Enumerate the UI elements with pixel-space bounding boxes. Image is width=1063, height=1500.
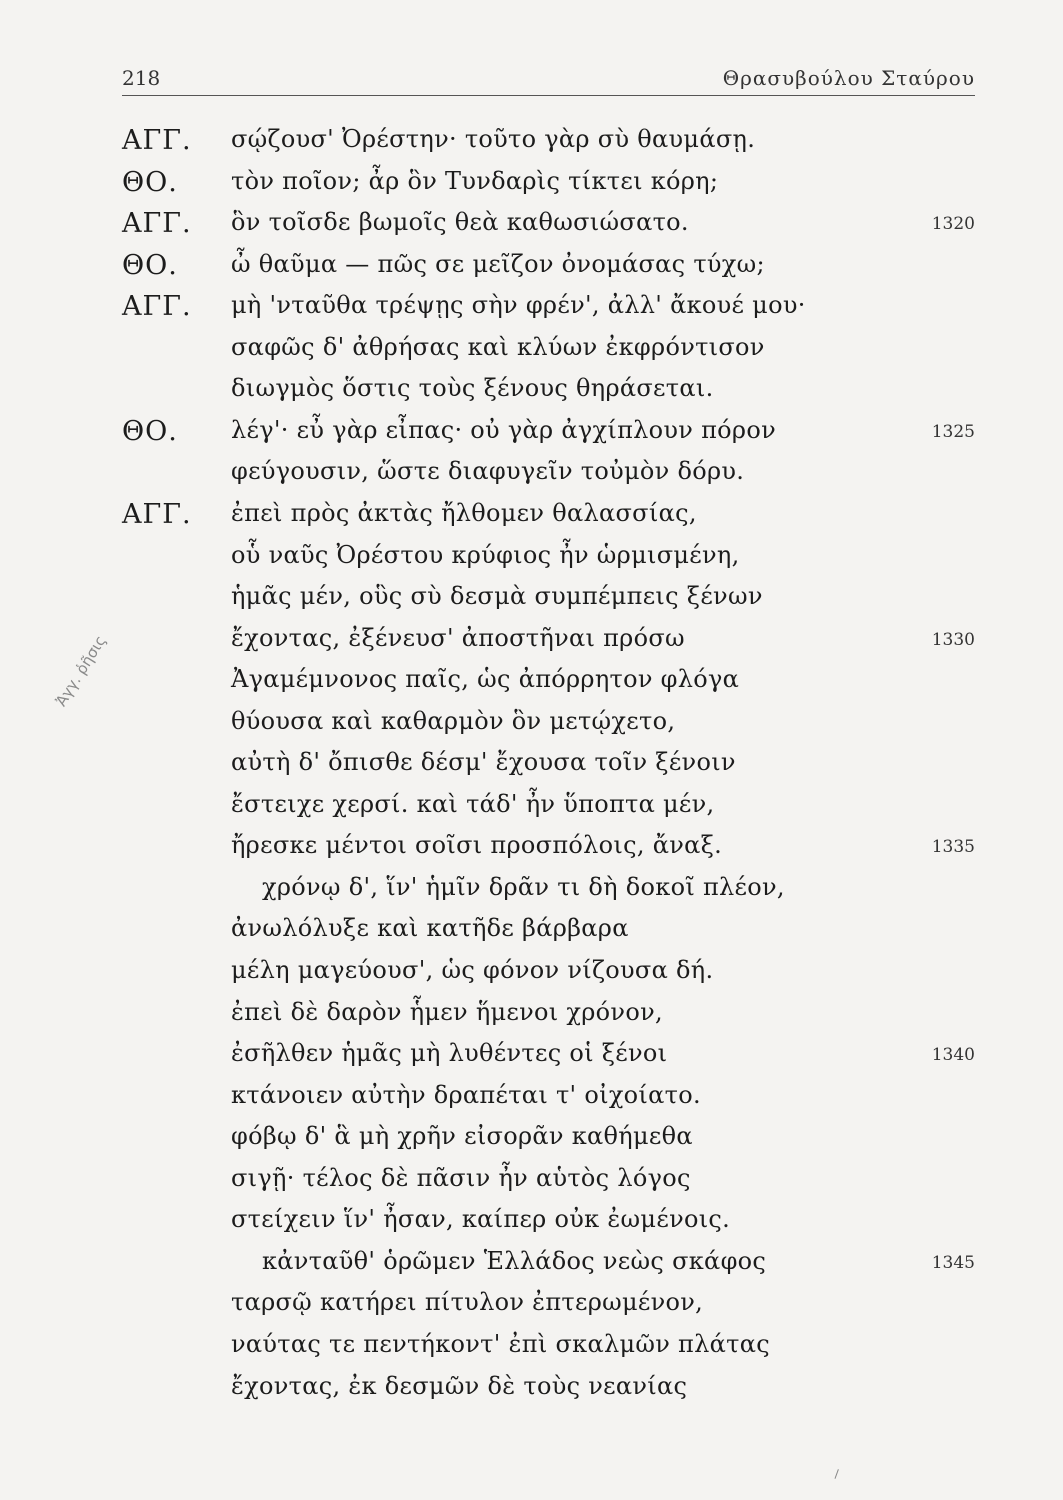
- header-rule: [122, 95, 975, 96]
- verse-text: ναύτας τε πεντήκοντ' ἐπὶ σκαλμῶν πλάτας: [231, 1329, 770, 1358]
- verse-text: ταρσῷ κατήρει πίτυλον ἐπτερωμένον,: [231, 1288, 704, 1317]
- verse-line: [0, 582, 1063, 622]
- verse-text: φεύγουσιν, ὥστε διαφυγεῖν τοὐμὸν δόρυ.: [231, 457, 745, 486]
- verse-text: ἐπεὶ πρὸς ἀκτὰς ἤλθομεν θαλασσίας,: [231, 498, 697, 527]
- line-number: 1335: [931, 837, 975, 858]
- speaker-label: ΘΟ.: [122, 166, 178, 198]
- verse-line: [0, 416, 1063, 456]
- verse-text: διωγμὸς ὅστις τοὺς ξένους θηράσεται.: [231, 374, 714, 403]
- verse-line: [0, 665, 1063, 705]
- verse-text: στείχειν ἵν' ἦσαν, καίπερ οὐκ ἐωμένοις.: [231, 1205, 731, 1234]
- verse-line: [0, 291, 1063, 331]
- line-number: 1345: [931, 1252, 975, 1273]
- line-number: 1325: [931, 421, 975, 442]
- verse-line: [0, 1081, 1063, 1121]
- speaker-label: ΑΓΓ.: [122, 291, 192, 323]
- verse-line: [0, 1288, 1063, 1328]
- verse-text: ἔστειχε χερσί. καὶ τάδ' ἦν ὕποπτα μέν,: [231, 789, 715, 818]
- verse-text: ὃν τοῖσδε βωμοῖς θεὰ καθωσιώσατο.: [231, 208, 689, 237]
- verse-line: [0, 790, 1063, 830]
- verse-line: [0, 748, 1063, 788]
- verse-text: κἀνταῦθ' ὁρῶμεν Ἑλλάδος νεὼς σκάφος: [262, 1246, 767, 1275]
- verse-text: μέλη μαγεύουσ', ὡς φόνον νίζουσα δή.: [231, 956, 714, 984]
- verse-text: λέγ'· εὖ γὰρ εἶπας· οὐ γὰρ ἀγχίπλουν πόρον: [231, 415, 776, 444]
- line-number: 1340: [931, 1045, 975, 1066]
- verse-line: [0, 250, 1063, 290]
- verse-line: [0, 956, 1063, 996]
- running-head: Θρασυβούλου Σταύρου: [722, 66, 975, 90]
- verse-line: [0, 624, 1063, 664]
- verse-line: [0, 873, 1063, 913]
- verse-line: [0, 1039, 1063, 1079]
- verse-text: μὴ 'νταῦθα τρέψῃς σὴν φρέν', ἀλλ' ἄκουέ μου·: [231, 291, 806, 320]
- verse-text: ἤρεσκε μέντοι σοῖσι προσπόλοις, ἄναξ.: [231, 831, 723, 860]
- verse-text: ἔχοντας, ἐκ δεσμῶν δὲ τοὺς νεανίας: [231, 1371, 688, 1400]
- verse-line: [0, 499, 1063, 539]
- speaker-label: ΘΟ.: [122, 415, 178, 447]
- verse-text: οὗ ναῦς Ὀρέστου κρύφιος ἦν ὡρμισμένη,: [231, 540, 740, 569]
- verse-line: [0, 1205, 1063, 1245]
- verse-text: ἔχοντας, ἐξένευσ' ἀποστῆναι πρόσω: [231, 623, 685, 652]
- verse-text: σῴζουσ' Ὀρέστην· τοῦτο γὰρ σὺ θαυμάσῃ.: [231, 125, 756, 153]
- verse-line: [0, 208, 1063, 248]
- verse-text: θύουσα καὶ καθαρμὸν ὃν μετῴχετο,: [231, 706, 676, 735]
- verse-line: [0, 831, 1063, 871]
- handwritten-margin-note: Ἀγγ. ῥῆσις: [52, 632, 110, 710]
- line-number: 1320: [931, 214, 975, 235]
- verse-text: ἐπεὶ δὲ δαρὸν ἧμεν ἥμενοι χρόνον,: [231, 997, 663, 1026]
- verse-line: [0, 998, 1063, 1038]
- verse-line: [0, 1372, 1063, 1412]
- page-number: 218: [122, 66, 161, 90]
- verse-line: [0, 333, 1063, 373]
- verse-line: [0, 541, 1063, 581]
- verse-text: ὦ θαῦμα — πῶς σε μεῖζον ὀνομάσας τύχω;: [231, 249, 765, 278]
- verse-line: [0, 1247, 1063, 1287]
- verse-text: αὐτὴ δ' ὄπισθε δέσμ' ἔχουσα τοῖν ξένοιν: [231, 748, 736, 777]
- verse-text: τὸν ποῖον; ἆρ ὃν Τυνδαρὶς τίκτει κόρη;: [231, 166, 719, 195]
- verse-line: [0, 1164, 1063, 1204]
- verse-line: [0, 707, 1063, 747]
- line-number: 1330: [931, 629, 975, 650]
- verse-line: [0, 1122, 1063, 1162]
- verse-line: [0, 167, 1063, 207]
- verse-text: ἐσῆλθεν ἡμᾶς μὴ λυθέντες οἱ ξένοι: [231, 1039, 668, 1068]
- verse-text: κτάνοιεν αὐτὴν δραπέται τ' οἰχοίατο.: [231, 1080, 701, 1109]
- pencil-mark: [835, 1469, 845, 1481]
- verse-line: [0, 125, 1063, 165]
- verse-line: [0, 374, 1063, 414]
- verse-text: χρόνῳ δ', ἵν' ἡμῖν δρᾶν τι δὴ δοκοῖ πλέον,: [262, 872, 785, 901]
- speaker-label: ΑΓΓ.: [122, 498, 192, 530]
- verse-text: σαφῶς δ' ἀθρήσας καὶ κλύων ἐκφρόντισον: [231, 332, 765, 361]
- speaker-label: ΑΓΓ.: [122, 125, 192, 156]
- verse-line: [0, 1330, 1063, 1370]
- verse-line: [0, 914, 1063, 954]
- verse-text: Ἀγαμέμνονος παῖς, ὡς ἀπόρρητον φλόγα: [231, 665, 740, 694]
- verse-text: ἡμᾶς μέν, οὓς σὺ δεσμὰ συμπέμπεις ξένων: [231, 582, 763, 611]
- verse-text: ἀνωλόλυξε καὶ κατῆδε βάρβαρα: [231, 914, 629, 943]
- page-header: [122, 58, 975, 98]
- speaker-label: ΘΟ.: [122, 249, 178, 281]
- verse-text: σιγῇ· τέλος δὲ πᾶσιν ἦν αὑτὸς λόγος: [231, 1163, 691, 1192]
- speaker-label: ΑΓΓ.: [122, 208, 192, 240]
- verse-text: φόβῳ δ' ἃ μὴ χρῆν εἰσορᾶν καθήμεθα: [231, 1122, 693, 1151]
- verse-line: [0, 457, 1063, 497]
